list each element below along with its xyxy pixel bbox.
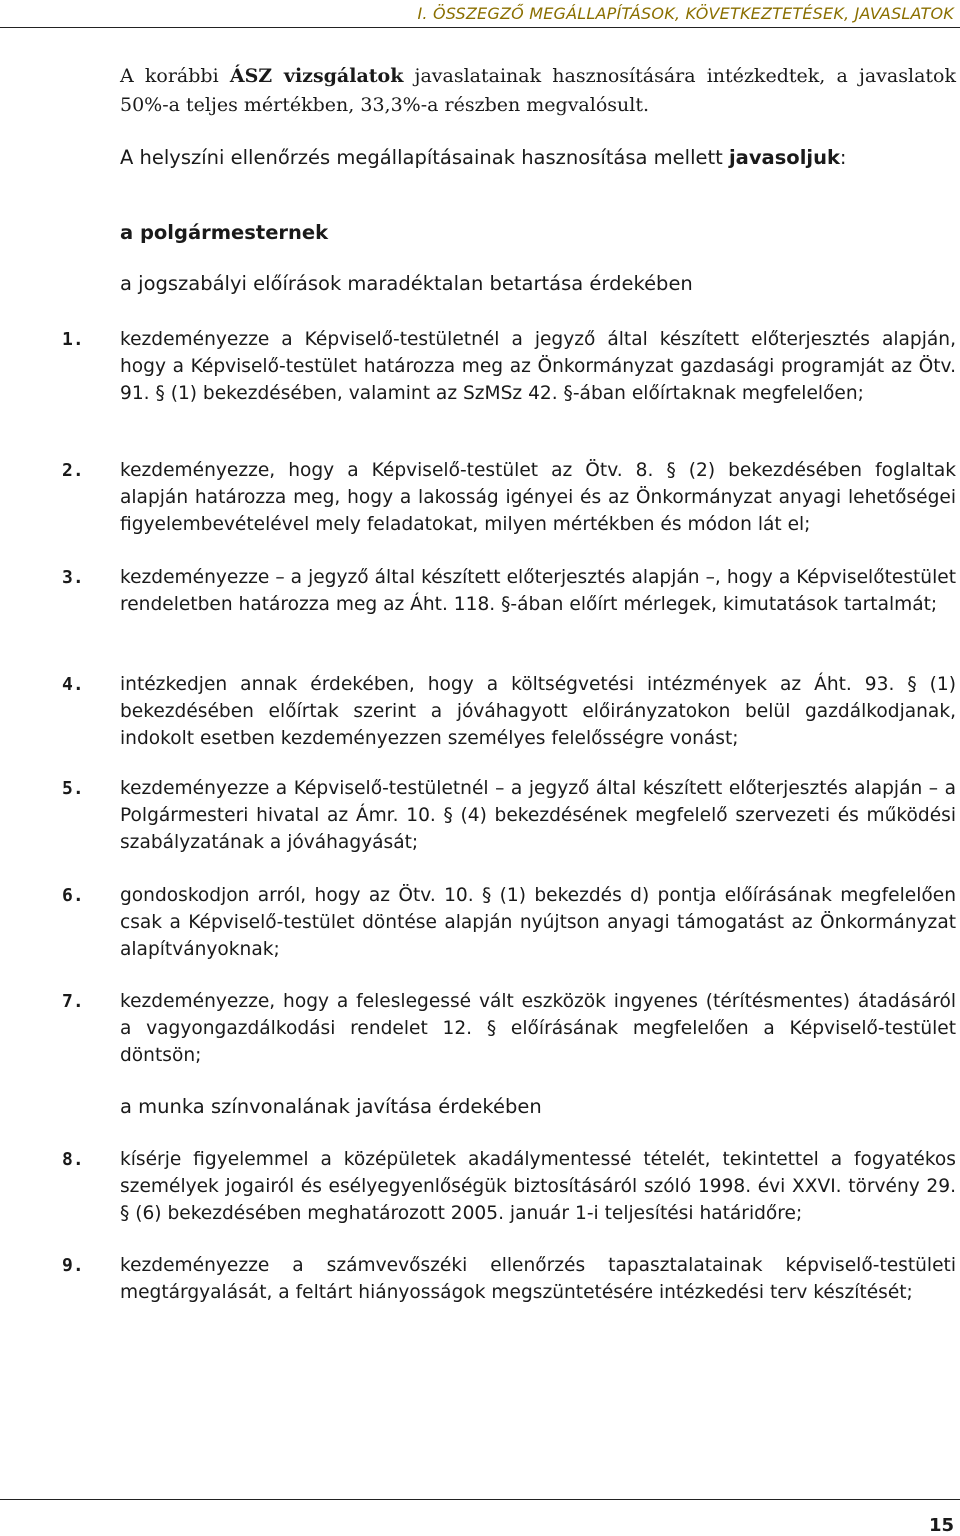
running-header-title: I. ÖSSZEGZŐ MEGÁLLAPÍTÁSOK, KÖVETKEZTETÉSEK, JAVASLATOK <box>417 4 954 23</box>
addressee-heading: a polgármesternek <box>120 221 329 244</box>
item-text: kezdeményezze a számvevőszéki ellenőrzés tapasztalatainak képviselő-testületi megtárgyalását, a feltárt hiányosságok megszüntetésére intézkedési terv készítését; <box>120 1255 956 1304</box>
item-number: 8. <box>62 1149 84 1170</box>
header-rule <box>0 27 960 28</box>
item-text: kezdeményezze, hogy a Képviselő-testület az Ötv. 8. § (2) bekezdésében foglaltak alapján határozza meg, hogy a lakosság igényei és az Önkormányzat anyagi lehetőségei figyelembevételével mely feladatokat, milyen mértékben és módon lát el; <box>120 460 956 536</box>
intro-p2-prefix: A helyszíni ellenőrzés megállapításainak hasznosítása mellett <box>120 146 729 169</box>
intro-paragraph-2 <box>120 143 956 172</box>
intro-p1-bold: ÁSZ vizsgálatok <box>229 65 404 87</box>
intro-p1-suffix: javaslatainak hasznosítására intézkedtek, a javaslatok 50%-a teljes mértékben, 33,3%-a részben megvalósult. <box>120 65 956 116</box>
item-text: kezdeményezze – a jegyző által készített előterjesztés alapján –, hogy a Képviselőtestület rendeletben határozza meg az Áht. 118. §-ában előírt mérlegek, kimutatások tartalmát; <box>120 567 956 616</box>
section-heading-legal: a jogszabályi előírások maradéktalan betartása érdekében <box>120 272 693 295</box>
section-heading-quality: a munka színvonalának javítása érdekében <box>120 1095 542 1118</box>
intro-paragraph-1 <box>120 62 956 120</box>
running-header <box>0 0 960 34</box>
intro-p1-prefix: A korábbi <box>120 65 230 87</box>
item-text: intézkedjen annak érdekében, hogy a költségvetési intézmények az Áht. 93. § (1) bekezdésében előírtak szerint a jóváhagyott előirányzatokon belül gazdálkodjanak, indokolt esetben kezdeményezzen személyes felelősségre vonást; <box>120 674 956 750</box>
intro-p2-bold: javasoljuk <box>728 146 840 169</box>
item-text: kezdeményezze a Képviselő-testületnél a jegyző által készített előterjesztés alapján, hogy a Képviselő-testület határozza meg az Önkormányzat gazdasági programját az Ötv. 91. § (1) bekezdésében, valamint az SzMSz 42. §-ában előírtaknak megfelelően; <box>120 329 956 405</box>
item-number: 7. <box>62 991 84 1012</box>
item-number: 1. <box>62 329 84 350</box>
item-number: 6. <box>62 885 84 906</box>
item-text: kezdeményezze, hogy a feleslegessé vált eszközök ingyenes (térítésmentes) átadásáról a vagyongazdálkodási rendelet 12. § előírásának megfelelően a Képviselő-testület döntsön; <box>120 991 956 1067</box>
item-text: kezdeményezze a Képviselő-testületnél – a jegyző által készített előterjesztés alapján – a Polgármesteri hivatal az Ámr. 10. § (4) bekezdésének megfelelő szervezeti és működési szabályzatának a jóváhagyását; <box>120 778 956 854</box>
item-text: gondoskodjon arról, hogy az Ötv. 10. § (1) bekezdés d) pontja előírásának megfelelően csak a Képviselő-testület döntése alapján nyújtson anyagi támogatást az Önkormányzat alapítványoknak; <box>120 885 956 961</box>
intro-p2-suffix: : <box>839 146 847 169</box>
item-text: kísérje figyelemmel a középületek akadálymentessé tételét, tekintettel a fogyatékos személyek jogairól és esélyegyenlőségük biztosításáról szóló 1998. évi XXVI. törvény 29. § (6) bekezdésében meghatározott 2005. január 1-i teljesítési határidőre; <box>120 1149 956 1225</box>
item-number: 2. <box>62 460 84 481</box>
page-number: 15 <box>928 1515 954 1536</box>
item-number: 3. <box>62 567 84 588</box>
item-number: 9. <box>62 1255 84 1276</box>
item-number: 4. <box>62 674 84 695</box>
item-number: 5. <box>62 778 84 799</box>
footer-rule <box>0 1499 960 1500</box>
